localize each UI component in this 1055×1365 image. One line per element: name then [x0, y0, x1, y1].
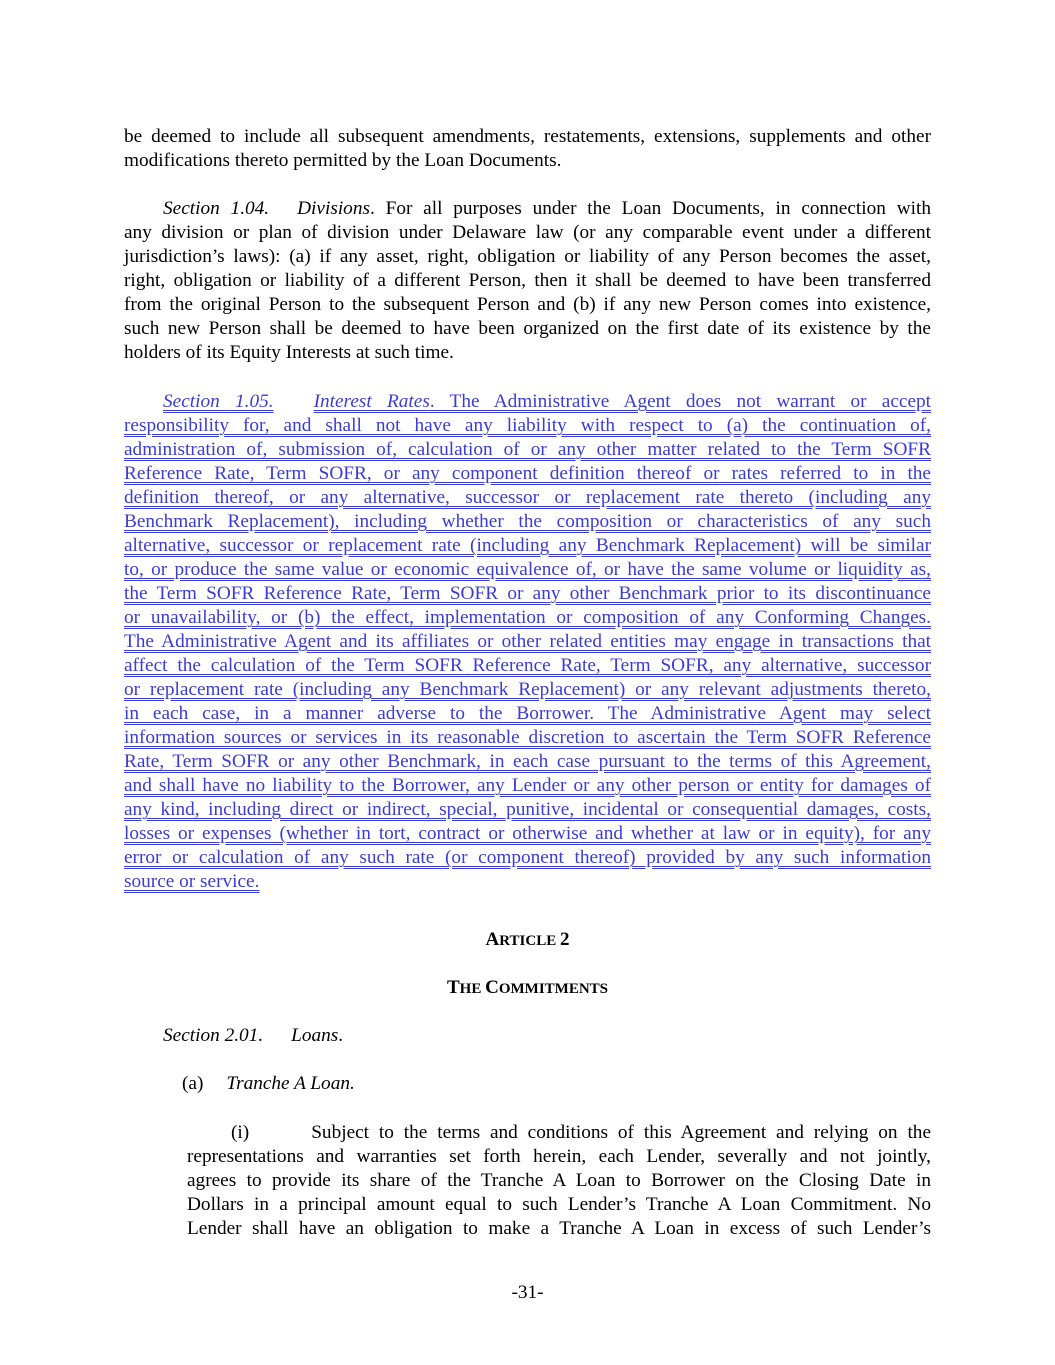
- section-number: Section 1.05.: [163, 391, 274, 412]
- text-line: from the original Person to the subsequent Person and (b) if any new Person comes into existence,: [124, 294, 931, 315]
- paragraph-carryover: [124, 125, 931, 173]
- clause-i: [187, 1121, 931, 1241]
- text: .: [338, 1025, 344, 1046]
- section-number: Section 2.01.: [163, 1025, 264, 1046]
- text: T: [446, 977, 460, 998]
- text-line: responsibility for, and shall not have any liability with respect to (a) the continuation of,: [124, 415, 931, 436]
- section-1-05-inserted-text: [124, 390, 931, 894]
- section-title: Divisions: [297, 198, 370, 219]
- text-line: to, or produce the same value or economic equivalence of, or have the same volume or liquidity as,: [124, 559, 931, 580]
- text-line: any kind, including direct or indirect, special, punitive, incidental or consequential damages, costs,: [124, 799, 931, 820]
- text-line: or replacement rate (including any Benchmark Replacement) or any relevant adjustments thereto,: [124, 679, 931, 700]
- text-line: Reference Rate, Term SOFR, or any component definition thereof or rates referred to in the: [124, 463, 931, 484]
- text-line: Dollars in a principal amount equal to such Lender’s Tranche A Loan Commitment. No: [187, 1194, 931, 1215]
- text: . The Administrative Agent does not warrant or accept: [429, 391, 932, 412]
- text-line: such new Person shall be deemed to have been organized on the first date of its existence by the: [124, 318, 931, 339]
- article-number: 2: [559, 929, 570, 950]
- text-line: modifications thereto permitted by the Loan Documents.: [124, 150, 562, 171]
- page-number: -31-: [511, 1282, 544, 1303]
- text-line: affect the calculation of the Term SOFR Reference Rate, Term SOFR, any alternative, successor: [124, 655, 931, 676]
- article-title: [0, 976, 1055, 1001]
- text: OMMITMENTS: [498, 981, 609, 997]
- section-heading-line: [124, 390, 931, 414]
- text-line: agrees to provide its share of the Tranche A Loan to Borrower on the Closing Date in: [187, 1170, 931, 1191]
- text-line: be deemed to include all subsequent amendments, restatements, extensions, supplements and other: [124, 126, 931, 147]
- clause-label: (a): [182, 1073, 204, 1094]
- text-line: or unavailability, or (b) the effect, implementation or composition of any Conforming Changes.: [124, 607, 931, 628]
- clause-first-line: [187, 1121, 931, 1145]
- clause-title: Tranche A Loan.: [226, 1073, 355, 1094]
- text-line: administration of, submission of, calculation of or any other matter related to the Term SOFR: [124, 439, 931, 460]
- article-heading: [0, 928, 1055, 953]
- text-line: right, obligation or liability of a different Person, then it shall be deemed to have been transferred: [124, 270, 931, 291]
- text: Subject to the terms and conditions of this Agreement and relying on the: [311, 1122, 931, 1143]
- text-line: error or calculation of any such rate (or component thereof) provided by any such information: [124, 847, 931, 868]
- text: HE: [459, 981, 482, 997]
- text-line: and shall have no liability to the Borrower, any Lender or any other person or entity for damages of: [124, 775, 931, 796]
- section-number: Section 1.04.: [163, 198, 270, 219]
- section-2-01-heading: [163, 1024, 970, 1048]
- text-line: in each case, in a manner adverse to the Borrower. The Administrative Agent may select: [124, 703, 931, 724]
- text-line: alternative, successor or replacement rate (including any Benchmark Replacement) will be similar: [124, 535, 931, 556]
- text-line: losses or expenses (whether in tort, contract or otherwise and whether at law or in equity), for any: [124, 823, 931, 844]
- text: RTICLE: [499, 933, 557, 949]
- text-line: information sources or services in its reasonable discretion to ascertain the Term SOFR Reference: [124, 727, 931, 748]
- section-heading-line: [124, 197, 931, 221]
- text-line: Lender shall have an obligation to make a Tranche A Loan in excess of such Lender’s: [187, 1218, 931, 1239]
- section-title: Interest Rates: [313, 391, 430, 412]
- section-title: Loans: [291, 1025, 339, 1046]
- text-line: the Term SOFR Reference Rate, Term SOFR or any other Benchmark prior to its discontinuance: [124, 583, 931, 604]
- text: A: [485, 929, 500, 950]
- clause-a-heading: [182, 1072, 989, 1096]
- text-line: source or service.: [124, 871, 260, 892]
- text-line: The Administrative Agent and its affiliates or other related entities may engage in transactions that: [124, 631, 931, 652]
- text-line: representations and warranties set forth herein, each Lender, severally and not jointly,: [187, 1146, 931, 1167]
- clause-label: (i): [231, 1122, 250, 1143]
- text-line: Benchmark Replacement), including whether the composition or characteristics of any such: [124, 511, 931, 532]
- text-line: jurisdiction’s laws): (a) if any asset, right, obligation or liability of any Person becomes the asset,: [124, 246, 931, 267]
- text: C: [485, 977, 499, 998]
- text-line: definition thereof, or any alternative, successor or replacement rate thereto (including any: [124, 487, 931, 508]
- text: . For all purposes under the Loan Documents, in connection with: [369, 198, 931, 219]
- section-1-04: [124, 197, 931, 365]
- text-line: any division or plan of division under Delaware law (or any comparable event under a different: [124, 222, 931, 243]
- text-line: holders of its Equity Interests at such time.: [124, 342, 454, 363]
- text-line: Rate, Term SOFR or any other Benchmark, in each case pursuant to the terms of this Agreement,: [124, 751, 931, 772]
